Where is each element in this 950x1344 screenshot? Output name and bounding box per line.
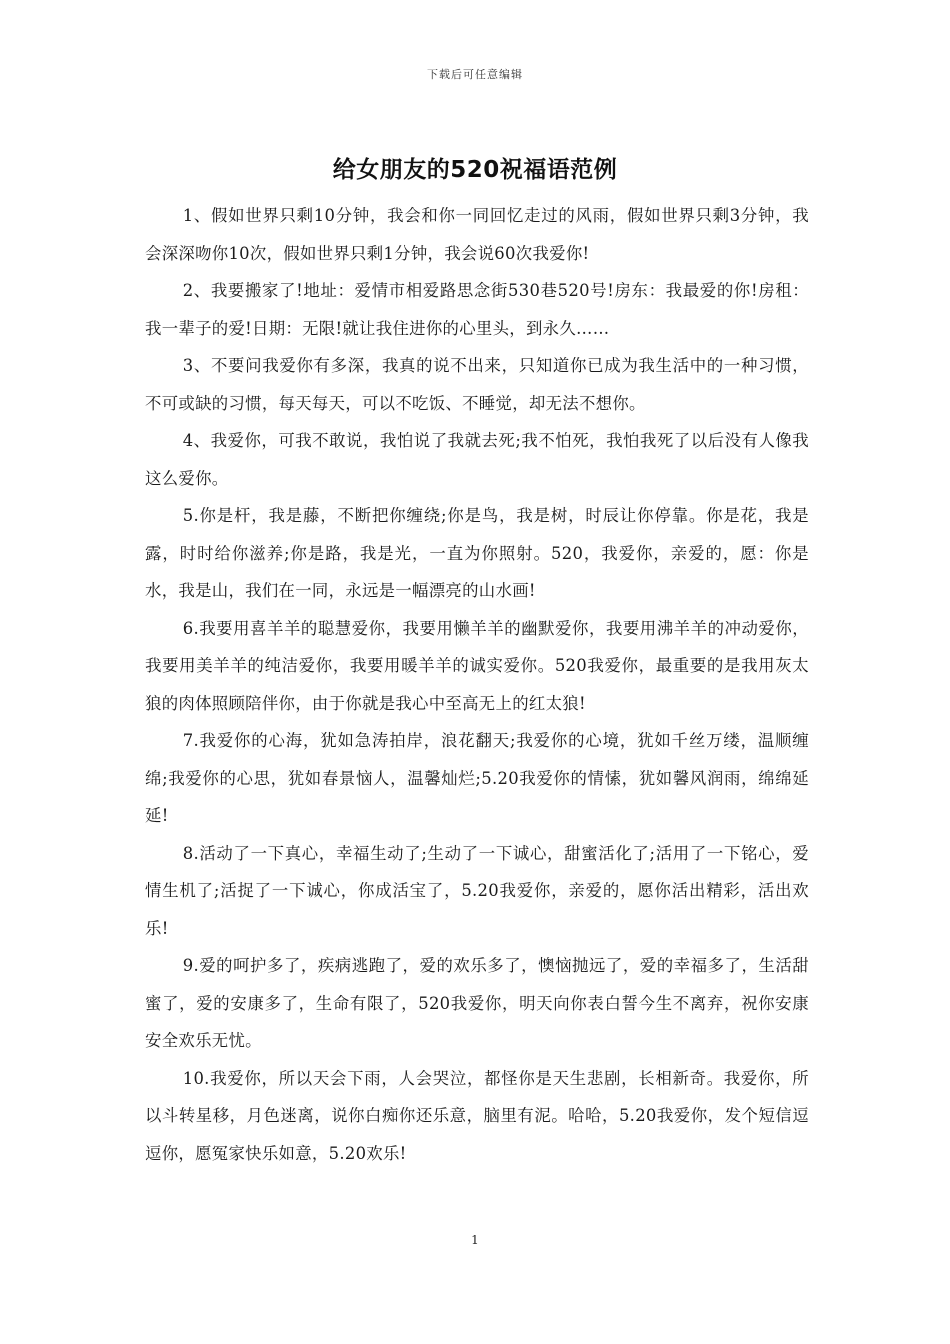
paragraph-3: 3、不要问我爱你有多深，我真的说不出来，只知道你已成为我生活中的一种习惯，不可或缺的习惯，每天每天，可以不吃饭、不睡觉，却无法不想你。 [145, 356, 809, 413]
document-body [145, 197, 809, 1172]
header-note: 下载后可任意编辑 [427, 68, 523, 81]
paragraph-5: 5.你是杆，我是藤，不断把你缠绕;你是鸟，我是树，时辰让你停靠。你是花，我是露，时时给你滋养;你是路，我是光，一直为你照射。520，我爱你，亲爱的，愿：你是水，我是山，我们在一同，永远是一幅漂亮的山水画! [145, 506, 809, 600]
paragraph-1: 1、假如世界只剩10分钟，我会和你一同回忆走过的风雨，假如世界只剩3分钟，我会深深吻你10次，假如世界只剩1分钟，我会说60次我爱你! [145, 206, 809, 263]
paragraph-7: 7.我爱你的心海，犹如急涛拍岸，浪花翻天;我爱你的心境，犹如千丝万缕，温顺缠绵;我爱你的心思，犹如春景恼人，温馨灿烂;5.20我爱你的情愫，犹如馨风润雨，绵绵延延! [145, 731, 809, 825]
paragraph-9: 9.爱的呵护多了，疾病逃跑了，爱的欢乐多了，懊恼抛远了，爱的幸福多了，生活甜蜜了，爱的安康多了，生命有限了，520我爱你，明天向你表白誓今生不离弃，祝你安康安全欢乐无忧。 [145, 956, 809, 1050]
document-title: 给女朋友的520祝福语范例 [332, 157, 618, 183]
paragraph-10: 10.我爱你，所以天会下雨，人会哭泣，都怪你是天生悲剧，长相新奇。我爱你，所以斗转星移，月色迷离，说你白痴你还乐意，脑里有泥。哈哈，5.20我爱你，发个短信逗逗你，愿冤家快乐如意，5.20欢乐! [145, 1068, 809, 1163]
paragraph-4: 4、我爱你，可我不敢说，我怕说了我就去死;我不怕死，我怕我死了以后没有人像我这么爱你。 [145, 431, 809, 488]
paragraph-8: 8.活动了一下真心，幸福生动了;生动了一下诚心，甜蜜活化了;活用了一下铭心，爱情生机了;活捉了一下诚心，你成活宝了，5.20我爱你，亲爱的，愿你活出精彩，活出欢乐! [145, 843, 809, 938]
paragraph-6: 6.我要用喜羊羊的聪慧爱你，我要用懒羊羊的幽默爱你，我要用沸羊羊的冲动爱你，我要用美羊羊的纯洁爱你，我要用暖羊羊的诚实爱你。520我爱你，最重要的是我用灰太狼的肉体照顾陪伴你，由于你就是我心中至高无上的红太狼! [145, 618, 809, 713]
paragraph-2: 2、我要搬家了!地址：爱情市相爱路思念街530巷520号!房东：我最爱的你!房租：我一辈子的爱!日期：无限!就让我住进你的心里头，到永久…… [145, 281, 809, 338]
page-number: 1 [471, 1233, 479, 1247]
